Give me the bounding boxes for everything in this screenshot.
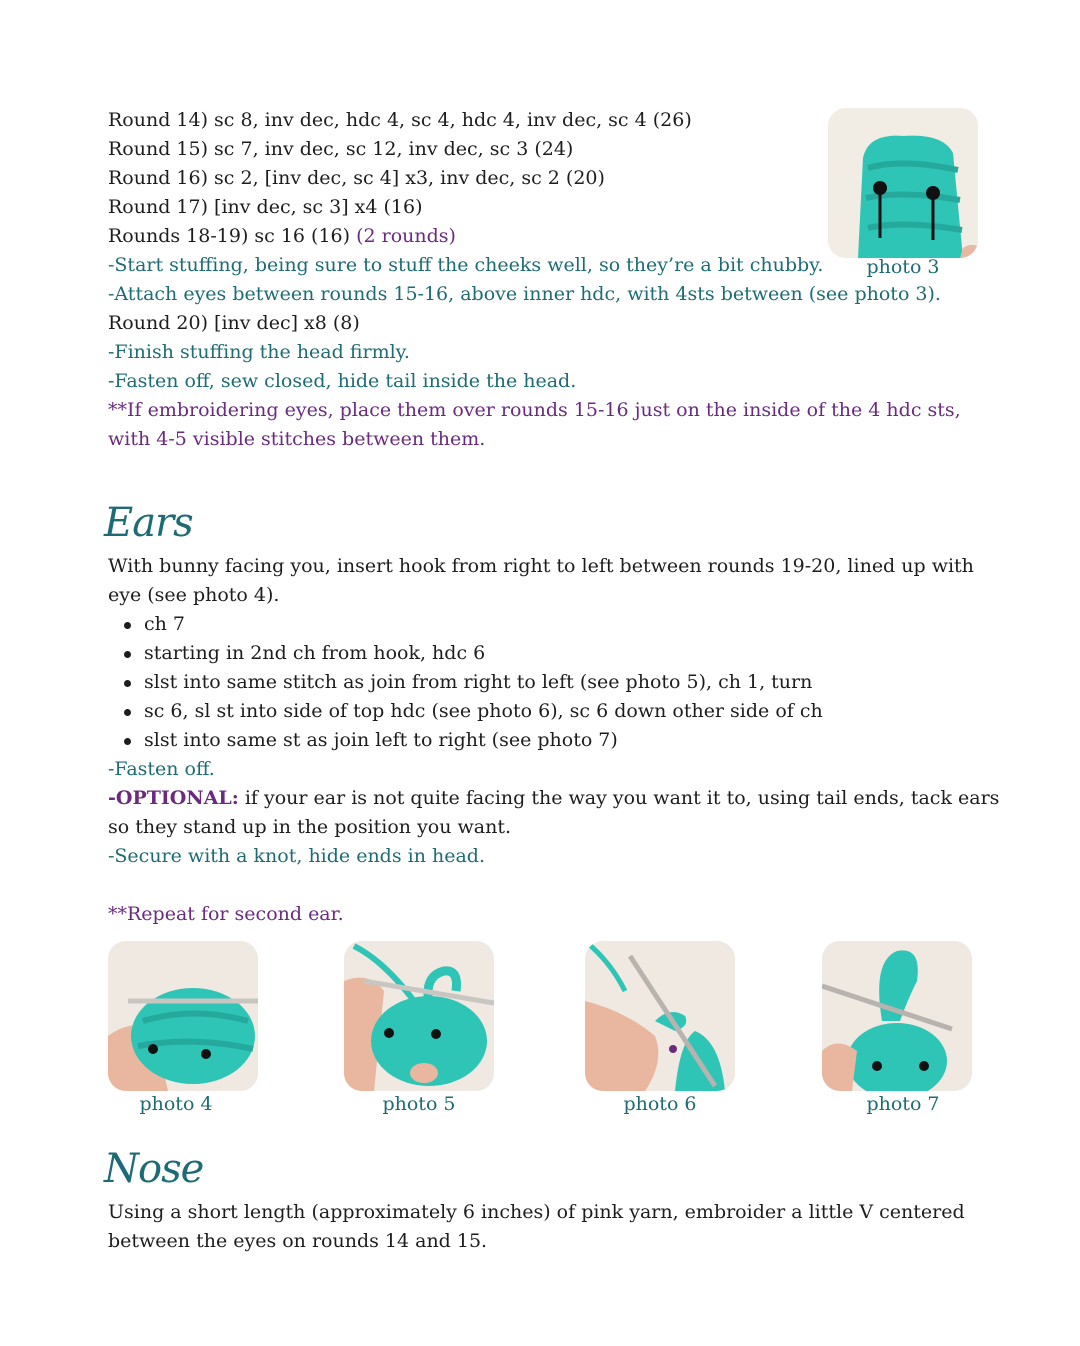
ears-step: slst into same st as join left to right (see photo 7) [108,726,823,755]
photo-3-image [828,108,978,258]
photo-4-image [108,941,258,1091]
photo-5-image [344,941,494,1091]
round-15: Round 15) sc 7, inv dec, sc 12, inv dec, sc 3 (24) [108,138,574,160]
round-17: Round 17) [inv dec, sc 3] x4 (16) [108,196,423,218]
ears-steps-list [108,610,823,755]
nose-heading: Nose [104,1146,204,1192]
photo-3-caption: photo 3 [866,256,940,278]
secure-note: -Secure with a knot, hide ends in head. [108,845,486,867]
nose-line-2: between the eyes on rounds 14 and 15. [108,1230,488,1252]
optional-dash: - [108,787,116,809]
ears-step: ch 7 [108,610,823,639]
nose-line-1: Using a short length (approximately 6 inches) of pink yarn, embroider a little V centered [108,1201,965,1223]
round-20: Round 20) [inv dec] x8 (8) [108,312,360,334]
ears-step: slst into same stitch as join from right to left (see photo 5), ch 1, turn [108,668,823,697]
ears-step: starting in 2nd ch from hook, hdc 6 [108,639,823,668]
finish-stuffing-note: -Finish stuffing the head firmly. [108,341,410,363]
ears-intro-2: eye (see photo 4). [108,584,280,606]
optional-text: if your ear is not quite facing the way you want it to, using tail ends, tack ears [238,787,1000,809]
photo-4-caption: photo 4 [139,1093,213,1115]
ears-heading: Ears [104,500,193,546]
ears-step: sc 6, sl st into side of top hdc (see photo 6), sc 6 down other side of ch [108,697,823,726]
optional-note-1 [108,784,999,813]
photo-6-image [585,941,735,1091]
repeat-note: **Repeat for second ear. [108,903,344,925]
photo-7-image [822,941,972,1091]
embroider-note-2: with 4-5 visible stitches between them. [108,428,486,450]
stuffing-note: -Start stuffing, being sure to stuff the cheeks well, so they’re a bit chubby. [108,254,824,276]
fasten-off-note: -Fasten off, sew closed, hide tail inside the head. [108,370,577,392]
eyes-note: -Attach eyes between rounds 15-16, above inner hdc, with 4sts between (see photo 3). [108,283,941,305]
rounds-18-19 [108,222,456,251]
rounds-18-19-main: Rounds 18-19) sc 16 (16) [108,225,351,247]
photo-5-caption: photo 5 [382,1093,456,1115]
optional-label: OPTIONAL: [115,787,239,809]
embroider-note-1: **If embroidering eyes, place them over rounds 15-16 just on the inside of the 4 hdc sts, [108,399,961,421]
photo-6-caption: photo 6 [623,1093,697,1115]
rounds-18-19-note: (2 rounds) [356,225,456,247]
ears-intro-1: With bunny facing you, insert hook from right to left between rounds 19-20, lined up with [108,555,974,577]
round-16: Round 16) sc 2, [inv dec, sc 4] x3, inv dec, sc 2 (20) [108,167,605,189]
photo-7-caption: photo 7 [866,1093,940,1115]
optional-note-2: so they stand up in the position you want. [108,816,512,838]
round-14: Round 14) sc 8, inv dec, hdc 4, sc 4, hdc 4, inv dec, sc 4 (26) [108,109,692,131]
ears-fasten-off: -Fasten off. [108,758,215,780]
